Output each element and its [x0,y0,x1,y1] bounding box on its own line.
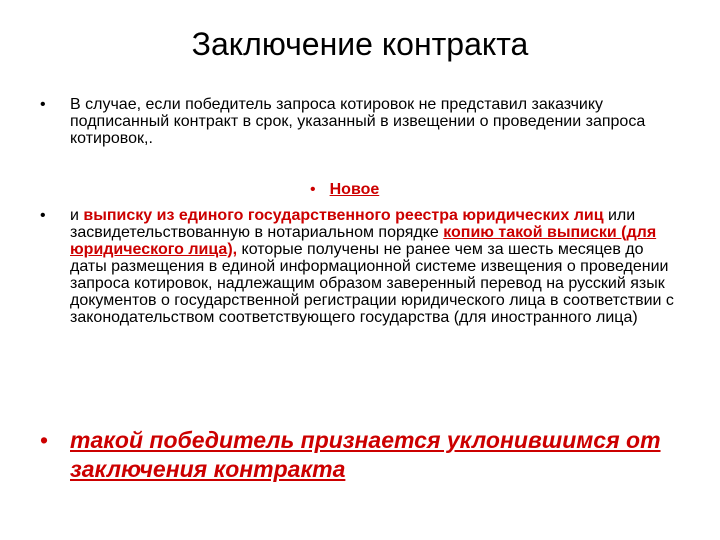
bullet-2-part-5: которые получены не ранее чем за шесть месяцев до даты размещения в единой информационной системе извещения о проведении запроса котировок, надлежащим образом заверенный перевод на русский язык документов о государственной регистрации юридического лица в соответствии с законодательством соответствующего государства (для иностранного лица) [70,241,674,326]
bullet-marker-red: • [40,427,49,453]
bullet-marker: • [40,207,46,224]
slide-title: Заключение контракта [191,26,529,62]
bullet-2-text [70,207,680,326]
bullet-2-part-1: и [70,207,84,224]
bullet-item-1 [40,96,680,147]
new-marker-label: Новое [329,181,380,198]
bullet-3-text: такой победитель признается уклонившимся от заключения контракта [70,427,661,482]
bullet-item-2 [40,207,680,326]
new-marker-bullet: • [310,181,316,198]
bullet-marker: • [40,96,46,113]
bullet-2-copy-extract: копию такой выписки (для юридического лица), [70,224,657,258]
bullet-item-3 [40,426,700,484]
bullet-1-text: В случае, если победитель запроса котировок не представил заказчику подписанный контракт в срок, указанный в извещении о проведении запроса котировок,. [70,96,646,147]
new-marker [310,181,379,198]
bullet-2-part-3: или засвидетельствованную в нотариальном порядке [70,207,636,241]
bullet-2-registry-extract: выписку из единого государственного реестра юридических лиц [83,207,604,224]
